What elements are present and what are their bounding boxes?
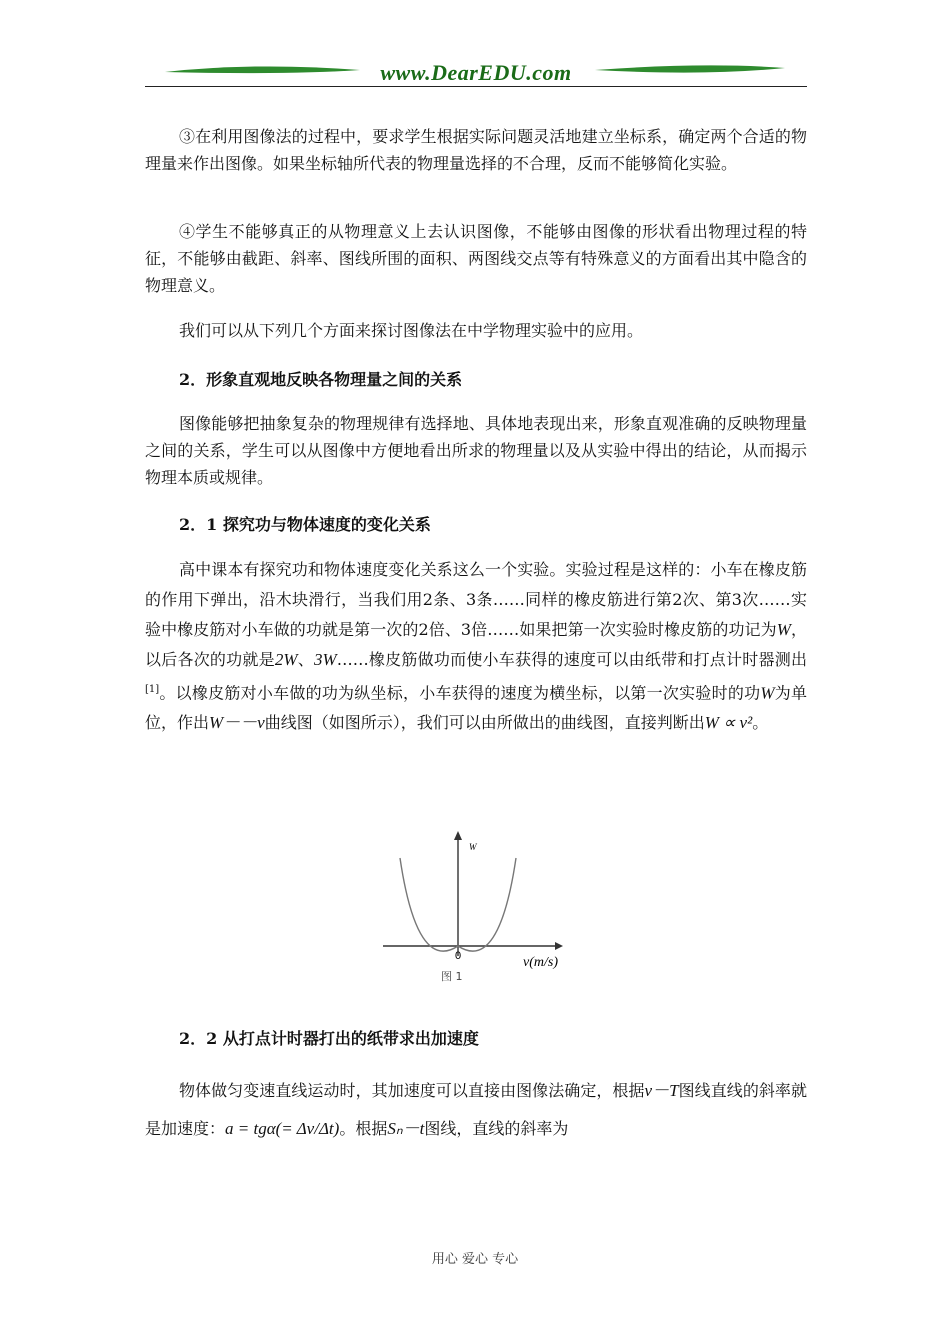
math-acceleration-formula: a = tgα(= Δv/Δt) bbox=[225, 1119, 340, 1138]
paragraph-acceleration bbox=[145, 1072, 807, 1148]
text-run: 。根据 bbox=[339, 1119, 388, 1138]
text-run: 物体做匀变速直线运动时，其加速度可以直接由图像法确定，根据 bbox=[179, 1081, 645, 1100]
paragraph-point-4: ④学生不能够真正的从物理意义上去认识图像，不能够由图像的形状看出物理过程的特征，不能够由截距、斜率、图线所围的面积、两图线交点等有特殊意义的方面看出其中隐含的物理意义。 bbox=[145, 222, 807, 295]
figure-w-v-curve bbox=[375, 828, 583, 990]
text-run: ……橡皮筋做功而使小车获得的速度可以由纸带和打点计时器测出 bbox=[336, 650, 807, 669]
page-footer: 用心 爱心 专心 bbox=[431, 1252, 519, 1267]
math-proportional: W ∝ v² bbox=[704, 713, 753, 733]
section-heading-2: 2．形象直观地反映各物理量之间的关系 bbox=[179, 370, 463, 389]
text-run: 为单位，作出 bbox=[145, 683, 807, 733]
paragraph-point-3: ③在利用图像法的过程中，要求学生根据实际问题灵活地建立坐标系，确定两个合适的物理量来作出图像。如果坐标轴所代表的物理量选择的不合理，反而不能够简化实验。 bbox=[145, 127, 807, 173]
math-2w: 2W bbox=[274, 650, 298, 669]
math-3w: 3W bbox=[314, 650, 337, 669]
figure-caption: 图 1 bbox=[441, 970, 463, 983]
site-logo-text[interactable]: www.DearEDU.com bbox=[380, 60, 572, 85]
math-w: W bbox=[776, 620, 791, 639]
y-axis-arrow bbox=[454, 831, 462, 840]
paragraph-intro: 我们可以从下列几个方面来探讨图像法在中学物理实验中的应用。 bbox=[179, 321, 644, 340]
header-divider bbox=[145, 86, 807, 87]
math-v-t: v－T bbox=[644, 1081, 679, 1100]
math-w-unit: W bbox=[760, 683, 775, 703]
text-run: 。以橡皮筋对小车做的功为纵坐标，小车获得的速度为横坐标，以第一次实验时的功 bbox=[159, 683, 761, 703]
page-header bbox=[145, 58, 807, 92]
text-run: ，以后各次的功就是 bbox=[145, 620, 807, 669]
section-heading-2-1: 2．1 探究功与物体速度的变化关系 bbox=[179, 515, 431, 534]
text-run: 高中课本有探究功和物体速度变化关系这么一个实验。实验过程是这样的：小车在橡皮筋的作用下弹出，沿木块滑行，当我们用2条、3条……同样的橡皮筋进行第2次、第3次……实验中橡皮筋对小车做的功就是第一次的2倍、3倍……如果把第一次实验时橡皮筋的功记为 bbox=[145, 560, 807, 639]
paragraph-work-velocity bbox=[145, 555, 807, 738]
origin-label: 0 bbox=[455, 950, 462, 962]
math-w-v: W－－v bbox=[209, 713, 265, 733]
math-s-t: Sₙ－t bbox=[387, 1119, 425, 1138]
text-run: 图线直线的斜率就是加速度： bbox=[145, 1081, 807, 1138]
y-axis-label: W bbox=[469, 842, 477, 852]
text-run: 。 bbox=[752, 713, 769, 733]
text-run: 曲线图（如图所示），我们可以由所做出的曲线图，直接判断出 bbox=[264, 713, 705, 733]
section-heading-2-2: 2．2 从打点计时器打出的纸带求出加速度 bbox=[179, 1029, 479, 1048]
x-axis-label: v(m/s) bbox=[523, 955, 558, 970]
paragraph-section-2: 图像能够把抽象复杂的物理规律有选择地、具体地表现出来，形象直观准确的反映物理量之间的关系，学生可以从图像中方便地看出所求的物理量以及从实验中得出的结论，从而揭示物理本质或规律。 bbox=[145, 414, 807, 487]
reference-marker: [1] bbox=[145, 684, 160, 695]
text-run: 图线，直线的斜率为 bbox=[424, 1119, 569, 1138]
text-run: 、 bbox=[297, 650, 315, 669]
x-axis-arrow bbox=[555, 942, 563, 950]
parabola-graph bbox=[375, 828, 583, 990]
